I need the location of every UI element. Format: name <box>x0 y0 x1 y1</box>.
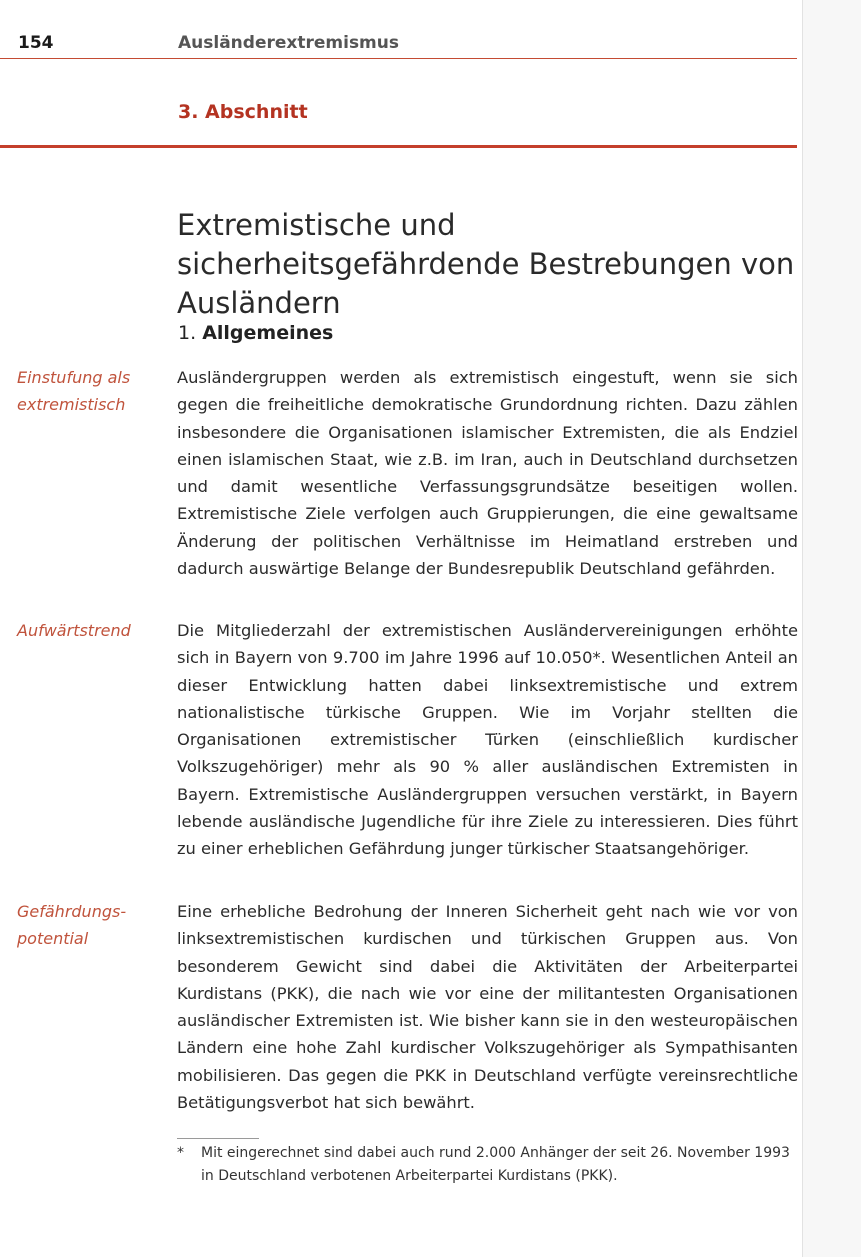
margin-note-threat-potential: Gefährdungs-potential <box>17 902 127 948</box>
running-head-title: Ausländerextremismus <box>178 33 399 53</box>
subsection-heading <box>178 322 333 344</box>
chapter-title: Extremistische und sicherheitsgefährdende Bestrebungen von Ausländern <box>177 208 795 320</box>
margin-note-classification: Einstufung als extremistisch <box>17 368 131 414</box>
margin-note-upward-trend: Aufwärtstrend <box>17 621 131 640</box>
footnote <box>177 1142 800 1188</box>
page-number: 154 <box>18 33 54 53</box>
footnote-rule <box>177 1138 259 1139</box>
paragraph-threat-potential: Eine erhebliche Bedrohung der Inneren Sicherheit geht nach wie vor von linksextremistischen kurdischen und türkischen Gruppen aus. Von besonderem Gewicht sind dabei die Aktivitäten der Arbeiterpartei Kurdistans (PKK), die nach wie vor eine der militantesten Organisationen ausländischer Extremisten ist. Wie bisher kann sie in den westeuropäischen Ländern eine hohe Zahl kurdischer Volkszugehöriger als Sympathisanten mobilisieren. Das gegen die PKK in Deutschland verfügte vereinsrechtliche Betätigungsverbot hat sich bewährt. <box>177 902 798 1113</box>
header-rule <box>0 58 797 59</box>
section-rule <box>0 145 797 148</box>
running-header <box>18 30 798 60</box>
page-edge-shadow <box>802 0 861 1257</box>
paragraph-classification: Ausländergruppen werden als extremistisch eingestuft, wenn sie sich gegen die freiheitliche demokratische Grundordnung richten. Dazu zählen insbesondere die Organisationen islamischer Extremisten, die als Endziel einen islamischen Staat, wie z.B. im Iran, auch in Deutschland durchsetzen und damit wesentliche Verfassungsgrundsätze beseitigen wollen. Extremistische Ziele verfolgen auch Gruppierungen, die eine gewaltsame Änderung der politischen Verhältnisse im Heimatland erstreben und dadurch auswärtige Belange der Bundesrepublik Deutschland gefährden. <box>177 368 798 579</box>
section-label: 3. Abschnitt <box>178 101 308 123</box>
footnote-marker: * <box>177 1145 184 1161</box>
paragraph-upward-trend: Die Mitgliederzahl der extremistischen Ausländervereinigungen erhöhte sich in Bayern von 9.700 im Jahre 1996 auf 10.050*. Wesentlichen Anteil an dieser Entwicklung hatten dabei linksextremistische und extrem nationalistische türkische Gruppen. Wie im Vorjahr stellten die Organisationen extremistischer Türken (einschließlich kurdischer Volkszugehöriger) mehr als 90 % aller ausländischen Extremisten in Bayern. Extremistische Ausländergruppen versuchen verstärkt, in Bayern lebende ausländische Jugendliche für ihre Ziele zu interessieren. Dies führt zu einer erheblichen Gefährdung junger türkischer Staatsangehöriger. <box>177 621 798 859</box>
footnote-text: Mit eingerechnet sind dabei auch rund 2.000 Anhänger der seit 26. November 1993 in Deutschland verbotenen Arbeiterpartei Kurdistans (PKK). <box>201 1145 790 1184</box>
subsection-number: 1. <box>178 322 197 344</box>
subsection-label: Allgemeines <box>202 322 334 344</box>
